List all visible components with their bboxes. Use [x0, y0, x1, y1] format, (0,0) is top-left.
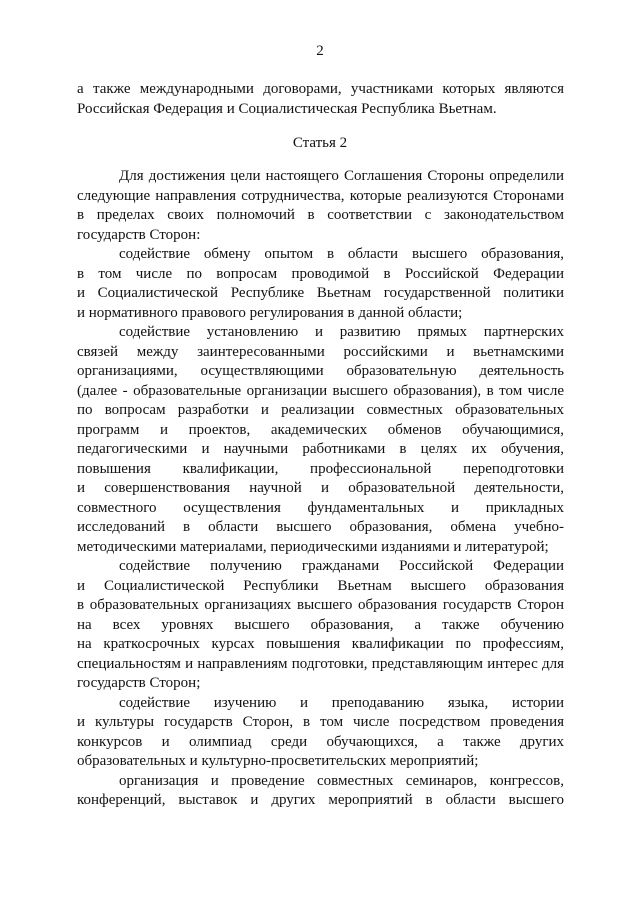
- intro-paragraph: [77, 80, 564, 119]
- text-line: и Социалистической Республике Вьетнам государственной политики: [77, 285, 564, 301]
- text-line: в том числе по вопросам проводимой в Российской Федерации: [77, 265, 564, 282]
- text-line: по вопросам разработки и реализации совместных образовательных: [77, 402, 564, 418]
- text-line: следующие направления сотрудничества, которые реализуются Сторонами: [77, 187, 564, 204]
- text-line: конференций, выставок и других мероприятий в области высшего: [77, 792, 564, 808]
- text-line: на всех уровнях высшего образования, а также обучению: [77, 616, 564, 633]
- text-line: и совершенствования научной и образовательной деятельности,: [77, 480, 564, 496]
- text-line: Российская Федерация и Социалистическая Республика Вьетнам.: [77, 100, 497, 117]
- text-line: исследований в области высшего образования, обмена учебно-: [77, 519, 564, 535]
- article-heading: Статья 2: [292, 135, 348, 151]
- text-line: совместного осуществления фундаментальных и прикладных: [77, 499, 564, 516]
- text-line: и культуры государств Сторон, в том числе посредством проведения: [77, 714, 564, 730]
- text-line: содействие установлению и развитию прямых партнерских: [119, 324, 564, 340]
- text-line: содействие обмену опытом в области высшего образования,: [119, 246, 564, 262]
- text-line: на краткосрочных курсах повышения квалификации по профессиям,: [77, 636, 564, 652]
- text-line: специальностям и направлениям подготовки, представляющим интерес для: [77, 655, 564, 672]
- text-line: повышения квалификации, профессиональной переподготовки: [77, 460, 564, 477]
- text-line: а также международными договорами, участниками которых являются: [77, 81, 564, 97]
- text-line: государств Сторон;: [77, 675, 201, 691]
- text-line: программ и проектов, академических обменов обучающимися,: [77, 421, 564, 438]
- text-line: и Социалистической Республики Вьетнам высшего образования: [77, 577, 564, 594]
- text-line: организациями, осуществляющими образовательную деятельность: [77, 363, 564, 379]
- text-line: конкурсов и олимпиад среди обучающихся, а также других: [77, 733, 564, 750]
- text-line: организация и проведение совместных семинаров, конгрессов,: [119, 772, 564, 789]
- text-line: государств Сторон:: [77, 226, 201, 243]
- text-line: содействие получению гражданами Российской Федерации: [119, 558, 564, 574]
- text-line: педагогическими и научными работниками в целях их обучения,: [77, 441, 564, 457]
- text-line: и нормативного правового регулирования в данной области;: [77, 304, 463, 321]
- text-line: в пределах своих полномочий в соответствии с законодательством: [77, 207, 564, 223]
- page-number: 2: [316, 43, 324, 59]
- article-body: [77, 167, 564, 811]
- text-line: содействие изучению и преподаванию языка, истории: [119, 694, 564, 711]
- text-line: Для достижения цели настоящего Соглашения Стороны определили: [119, 168, 564, 184]
- text-line: образовательных и культурно-просветительских мероприятий;: [77, 753, 479, 769]
- text-line: в образовательных организациях высшего образования государств Сторон: [77, 597, 564, 613]
- text-line: (далее - образовательные организации высшего образования), в том числе: [77, 382, 564, 399]
- text-line: связей между заинтересованными российскими и вьетнамскими: [77, 343, 564, 360]
- text-line: методическими материалами, периодическими изданиями и литературой;: [77, 538, 549, 555]
